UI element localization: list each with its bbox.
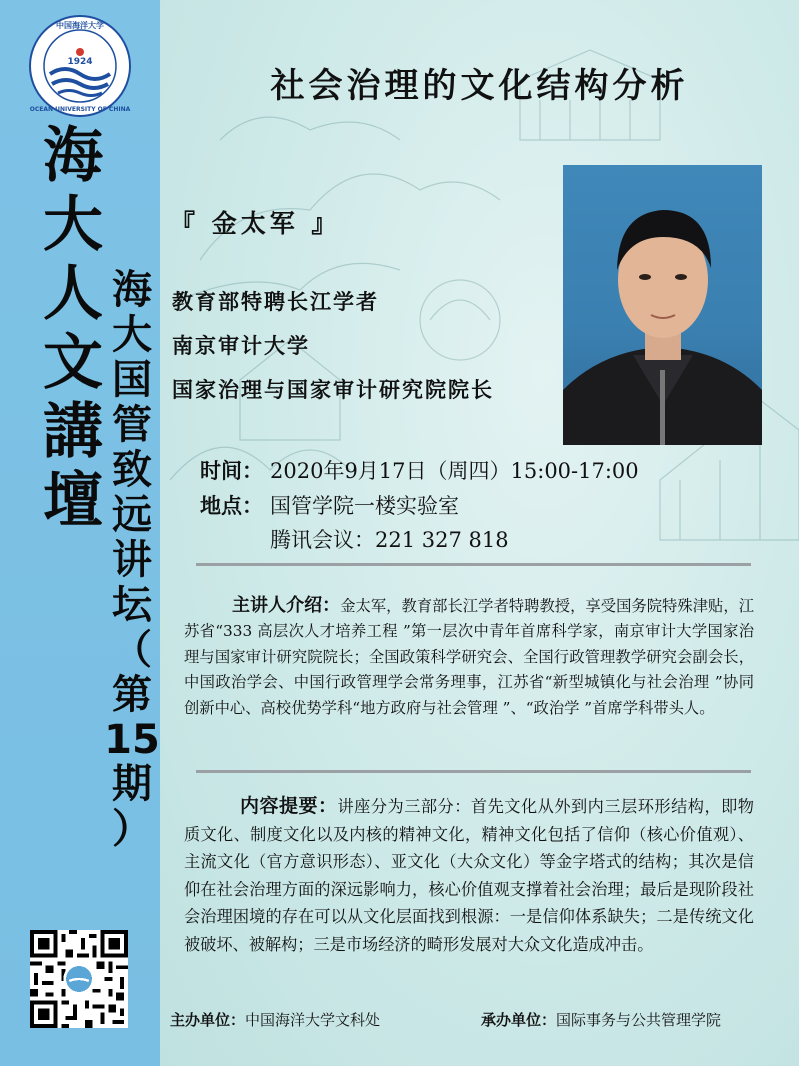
subtitle-char: 致 [112,447,152,493]
subtitle-char: 坛 [112,582,152,628]
meeting-value: 腾讯会议：221 327 818 [270,528,509,552]
time-label: 时间： [200,459,263,483]
series-title-vertical [40,122,106,536]
series-char: 人 [43,259,103,329]
series-char: 文 [43,328,103,398]
series-char: 講 [43,397,103,467]
organizer-label: 承办单位： [481,1011,557,1029]
subtitle-char: （ [112,627,152,673]
speaker-photo [563,165,762,445]
forum-subtitle-vertical [102,268,162,852]
speaker-title-3: 国家治理与国家审计研究院院长 [172,378,494,402]
host-value: 中国海洋大学文科处 [245,1011,381,1029]
speaker-intro [184,593,754,721]
organizer-value: 国际事务与公共管理学院 [556,1011,722,1029]
organizer-unit [481,1009,721,1030]
series-char: 壇 [43,466,103,536]
svg-text:1924: 1924 [67,57,93,67]
subtitle-char: 第 [112,672,152,718]
event-place [200,490,459,520]
subtitle-char: 管 [112,402,152,448]
host-unit [170,1009,380,1030]
divider [196,770,751,773]
svg-text:中国海洋大学: 中国海洋大学 [56,21,104,30]
subtitle-char: 大 [112,312,152,358]
subtitle-char: 15 [104,717,160,763]
intro-label: 主讲人介绍： [232,595,341,616]
time-value: 2020年9月17日（周四）15:00-17:00 [270,459,639,483]
lecture-title: 社会治理的文化结构分析 [270,66,689,106]
subtitle-char: 期 [112,761,152,807]
event-time [200,455,639,485]
divider [196,563,751,566]
subtitle-char: 海 [112,267,152,313]
qr-code [30,930,128,1028]
subtitle-char: 讲 [112,537,152,583]
summary-label: 内容提要： [240,795,338,817]
host-label: 主办单位： [170,1011,246,1029]
content-summary [184,793,754,959]
ocean-university-logo [28,14,132,118]
svg-text:OCEAN UNIVERSITY OF CHINA: OCEAN UNIVERSITY OF CHINA [29,106,131,113]
intro-text: 金太军，教育部长江学者特聘教授，享受国务院特殊津贴，江苏省“333 高层次人才培养工程 ”第一层次中青年首席科学家，南京审计大学国家治理与国家审计研究院院长；全国政策科学研究会、全国行政管理教学研究会副会长，中国政治学会、中国行政管理学会常务理事，江苏省“新型城镇化与社会治理 ”协同创新中心、高校优势学科“地方政府与社会管理 ”、“政治学 ”首席学科带头人。 [184,597,754,717]
series-char: 海 [43,121,103,191]
summary-text: 讲座分为三部分：首先文化从外到内三层环形结构，即物质文化、制度文化以及内核的精神文化，精神文化包括了信仰（核心价值观）、主流文化（官方意识形态）、亚文化（大众文化）等金字塔式的结构；其次是信仰在社会治理方面的深远影响力，核心价值观支撑着社会治理；最后是现阶段社会治理困境的存在可以从文化层面找到根源：一是信仰体系缺失；二是传统文化被破坏、被解构；三是市场经济的畸形发展对大众文化造成冲击。 [184,797,754,954]
series-char: 大 [43,190,103,260]
speaker-title-1: 教育部特聘长江学者 [172,290,379,314]
subtitle-char: 远 [112,492,152,538]
place-value: 国管学院一楼实验室 [270,494,459,518]
subtitle-char: ） [112,806,152,852]
speaker-name: 『 金太军 』 [170,209,341,238]
speaker-title-2: 南京审计大学 [172,334,310,358]
place-label: 地点： [200,494,263,518]
subtitle-char: 国 [112,357,152,403]
event-meeting [200,524,509,554]
